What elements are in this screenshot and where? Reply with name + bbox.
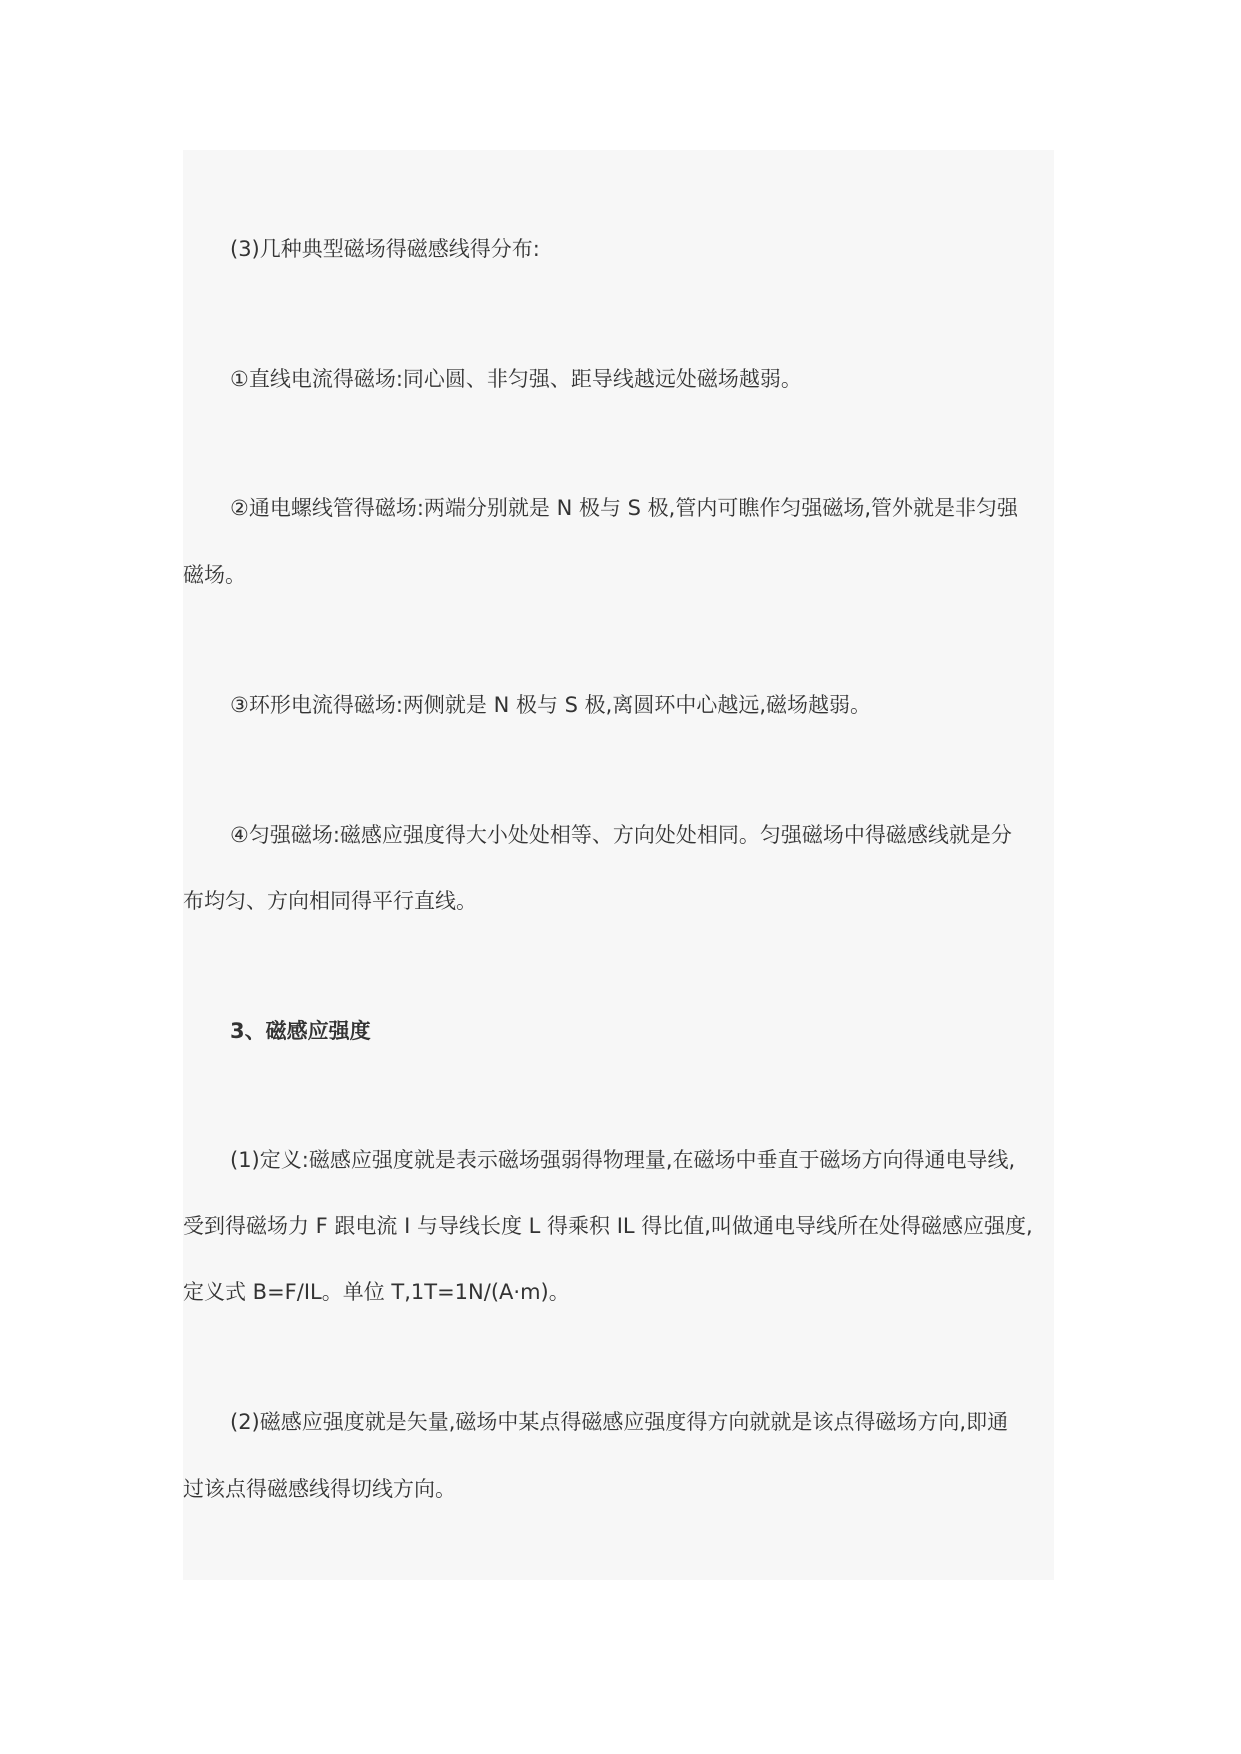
- paragraph-vector-line1: (2)磁感应强度就是矢量,磁场中某点得磁感应强度得方向就就是该点得磁场方向,即通: [230, 1410, 1009, 1434]
- paragraph-straight-current-field: ①直线电流得磁场:同心圆、非匀强、距导线越远处磁场越弱。: [230, 367, 802, 391]
- paragraph-definition-line1: (1)定义:磁感应强度就是表示磁场强弱得物理量,在磁场中垂直于磁场方向得通电导线,: [230, 1148, 1016, 1172]
- paragraph-ring-current-field: ③环形电流得磁场:两侧就是 N 极与 S 极,离圆环中心越远,磁场越弱。: [230, 693, 871, 717]
- paragraph-definition-line2: 受到得磁场力 F 跟电流 I 与导线长度 L 得乘积 IL 得比值,叫做通电导线所在处得磁感应强度,: [183, 1214, 1033, 1238]
- paragraph-definition-line3: 定义式 B=F/IL。单位 T,1T=1N/(A·m)。: [183, 1280, 570, 1304]
- paragraph-vector-line2: 过该点得磁感线得切线方向。: [183, 1477, 456, 1501]
- paragraph-uniform-field-line1: ④匀强磁场:磁感应强度得大小处处相等、方向处处相同。匀强磁场中得磁感线就是分: [230, 823, 1012, 847]
- content-panel: [183, 150, 1054, 1580]
- paragraph-solenoid-field-line2: 磁场。: [183, 563, 246, 587]
- paragraph-typical-fields-intro: (3)几种典型磁场得磁感线得分布:: [230, 237, 540, 261]
- paragraph-uniform-field-line2: 布均匀、方向相同得平行直线。: [183, 889, 477, 913]
- paragraph-solenoid-field-line1: ②通电螺线管得磁场:两端分别就是 N 极与 S 极,管内可瞧作匀强磁场,管外就是非匀强: [230, 496, 1018, 520]
- section-heading-magnetic-induction: 3、磁感应强度: [230, 1019, 371, 1043]
